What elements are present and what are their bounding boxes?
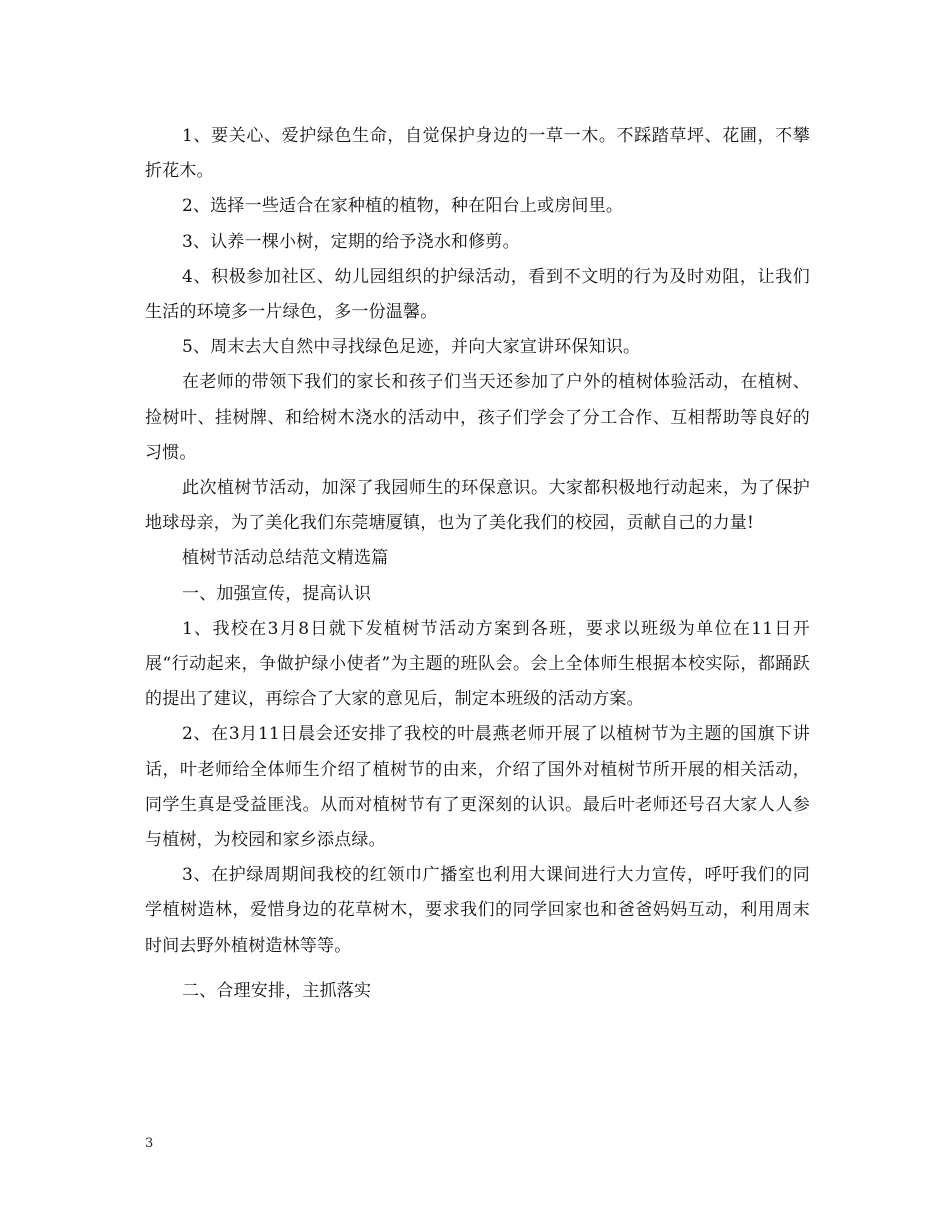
paragraph: 2、在3月11日晨会还安排了我校的叶晨燕老师开展了以植树节为主题的国旗下讲话，叶老师给全体师生介绍了植树节的由来，介绍了国外对植树节所开展的相关活动，同学生真是受益匪浅。从而对植树节有了更深刻的认识。最后叶老师还号召大家人人参与植树，为校园和家乡添点绿。	[145, 724, 810, 851]
paragraph: 2、选择一些适合在家种植的植物，种在阳台上或房间里。	[182, 196, 624, 217]
section-title: 植树节活动总结范文精选篇	[182, 548, 389, 569]
paragraph: 3、认养一棵小树，定期的给予浇水和修剪。	[182, 231, 520, 252]
paragraph: 1、我校在3月8日就下发植树节活动方案到各班，要求以班级为单位在11日开展“行动起来，争做护绿小使者”为主题的班队会。会上全体师生根据本校实际，都踊跃的提出了建议，再综合了大家的意见后，制定本班级的活动方案。	[145, 618, 810, 710]
paragraph: 此次植树节活动，加深了我园师生的环保意识。大家都积极地行动起来，为了保护地球母亲，为了美化我们东莞塘厦镇，也为了美化我们的校园，贡献自己的力量!	[145, 478, 810, 534]
page-number: 3	[145, 1136, 154, 1151]
paragraph: 3、在护绿周期间我校的红领巾广播室也利用大课间进行大力宣传，呼吁我们的同学植树造林，爱惜身边的花草树木，要求我们的同学回家也和爸爸妈妈互动，利用周末时间去野外植树造林等等。	[145, 865, 810, 956]
paragraph: 5、周末去大自然中寻找绿色足迹，并向大家宣讲环保知识。	[182, 337, 641, 358]
section-heading: 一、加强宣传，提高认识	[182, 583, 372, 604]
section-heading: 二、合理安排，主抓落实	[182, 980, 372, 1001]
paragraph: 1、要关心、爱护绿色生命，自觉保护身边的一草一木。不踩踏草坪、花圃，不攀折花木。	[145, 126, 810, 182]
paragraph: 4、积极参加社区、幼儿园组织的护绿活动，看到不文明的行为及时劝阻，让我们生活的环境多一片绿色，多一份温馨。	[145, 266, 810, 323]
body-text	[145, 119, 810, 1009]
paragraph: 在老师的带领下我们的家长和孩子们当天还参加了户外的植树体验活动，在植树、捡树叶、挂树牌、和给树木浇水的活动中，孩子们学会了分工合作、互相帮助等良好的习惯。	[145, 372, 810, 463]
